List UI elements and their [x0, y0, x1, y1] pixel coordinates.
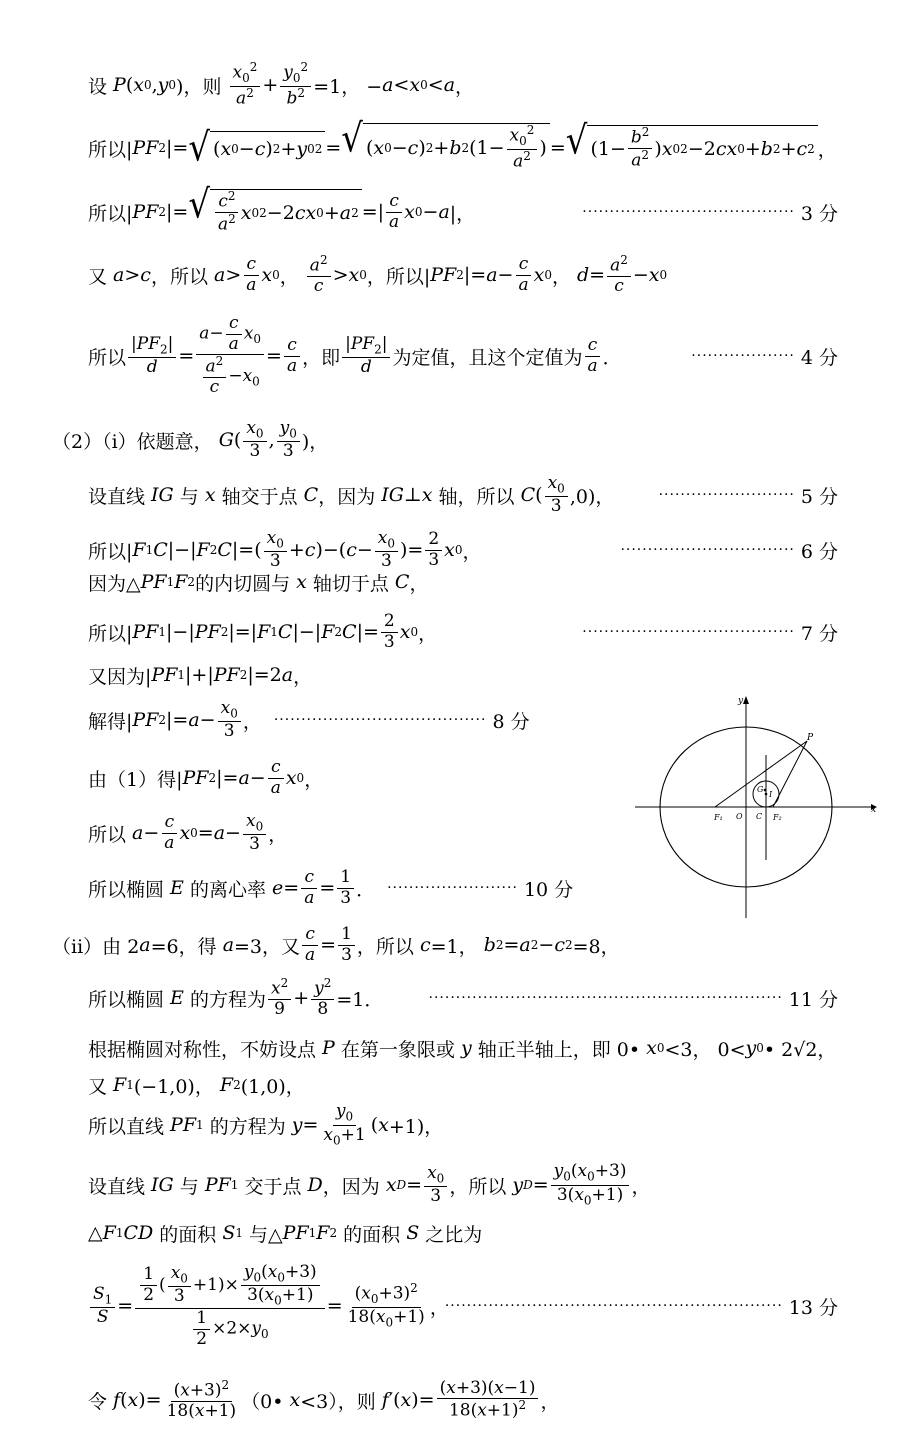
line-13: 由（1）得| PF 2 |= a − $\frac{c}{a}$ x 0 ，: [88, 756, 324, 798]
score-17: ································································· 11 分: [428, 988, 838, 1011]
label-C: C: [756, 812, 763, 821]
label-x: x: [871, 805, 877, 815]
line-21: 设直线 IG 与 PF 1 交于点 D ，因为 x D = $\frac{x_0}{3}$ ，所以 y D = $\frac{y_0(x_0+3)}{3(x_0+1)}$ ，: [88, 1161, 651, 1207]
label-P: P: [807, 733, 814, 743]
line-17: 所以椭圆 E 的方程为 $\frac{x^2}{9}$ + $\frac{y^2}{8}$ =1． ································································· 11 分: [0, 968, 900, 1028]
label-I: I: [769, 790, 773, 799]
line-3: 所以| PF 2 |= √ $\frac{c^2}{a^2}$ x 0 2 −2 cx 0 + a 2 =| $\frac{c}{a}$ x 0 − a |， ······································· 3 分: [0, 182, 900, 242]
line-5: 所以 $\frac{|PF_2|}{d}$ = a− $\frac{c}{a}$ $x_0$ $\frac{a^2}{c}$ $-x_0$ = $\frac{c}{a}$ ，即 $\frac{|PF_2|}{d}$ 为定值，且这个定值为 $\frac{c}{a}$ ． ··················· 4 分: [88, 313, 838, 398]
score-3: ······································· 3 分: [582, 202, 838, 225]
line-24: 令 f ( x )= $\frac{(x+3)^2}{18(x+1)}$ （0• x <3），则 f ′( x )= $\frac{(x+3)(x-1)}{18(x+1)^2}$ ，: [88, 1377, 560, 1421]
line-16: （ⅱ）由 2 a =6，得 a =3，又 $\frac{c}{a}$ = $\frac{1}{3}$ ，所以 c =1， b 2 = a 2 − c 2 =8，: [52, 923, 620, 965]
triangle-PF1F2: [715, 741, 807, 807]
line-23: $\frac{S_1}{S}$ = $\frac{1}{2}$ ( $\frac{x_0}{3}$ +1)× $\frac{y_0(x_0+3)}{3(x_0+1)}$ $\frac{1}{2}$ $\times 2\times y_0$ = $\frac{(x_0+3)^2}{18(x_0+1)}$ ， ······························································ 13 分: [0, 1250, 900, 1362]
line-4: 又 a > c ，所以 a > $\frac{c}{a}$ x 0 ， $\frac{a^2}{c}$ > x 0 ，所以| PF 2 |= a − $\frac{c}{a}$ x 0 ， d = $\frac{a^2}{c}$ − x 0: [88, 252, 668, 296]
line-12: 解得| PF 2 |= a − $\frac{x_0}{3}$ ， ······································· 8 分: [88, 697, 530, 741]
score-10: ······································· 7 分: [582, 622, 838, 645]
line-20: 所以直线 PF 1 的方程为 y = $\frac{y_0}{x_0+1}$ ( x +1)，: [88, 1101, 444, 1147]
line-9: 因为△ PF 1 F 2 的内切圆与 x 轴切于点 C ，: [88, 571, 429, 595]
line-10: 所以| PF 1 |−| PF 2 |=| F 1 C |−| F 2 C |= $\frac{2}{3}$ x 0 ， ······································· 7 分: [0, 602, 900, 662]
score-23: ······························································ 13 分: [444, 1296, 838, 1319]
line-22: △ F 1 CD 的面积 S 1 与△ PF 1 F 2 的面积 S 之比为: [88, 1222, 483, 1246]
line-15: 所以椭圆 E 的离心率 e = $\frac{c}{a}$ = $\frac{1}{3}$ ． ························ 10 分: [88, 866, 574, 908]
point-I: [765, 793, 768, 796]
ellipse-figure: [635, 690, 885, 920]
line-14: 所以 a − $\frac{c}{a}$ x 0 = a − $\frac{x_0}{3}$ ，: [88, 810, 288, 854]
label-F2: F₂: [773, 813, 782, 822]
line-11: 又因为| PF 1 |+| PF 2 |=2 a ，: [88, 664, 313, 688]
label-G: G: [757, 785, 764, 794]
line-2: 所以| PF 2 |= √ ( x 0 − c ) 2 + y 0 2 = √ ( x 0 − c ) 2 + b 2 (1− $\frac{x_0^2}{a^2}$ ) = √ (1− $\frac{b^2}{a^2}$ ) x 0 2 −2 cx 0 + b 2 + c 2 ，: [88, 116, 837, 172]
score-8: ································ 6 分: [620, 540, 838, 563]
label-F1: F₁: [714, 813, 723, 822]
score-7: ························· 5 分: [658, 485, 838, 508]
label-O: O: [736, 812, 743, 821]
line-8: 所以| F 1 C |−| F 2 C |=( $\frac{x_0}{3}$ + c )−( c − $\frac{x_0}{3}$ )= $\frac{2}{3}$ x 0 ， ································ 6 分: [0, 520, 900, 580]
score-5: ··················· 4 分: [691, 346, 838, 369]
line-1: 设 P ( x 0 , y 0 )，则 $\frac{x_0^2}{a^2}$ + $\frac{y_0^2}{b^2}$ =1， − a < x 0 < a ，: [88, 59, 475, 109]
line-6: （2）（ⅰ）依题意， G ( $\frac{x_0}{3}$ , $\frac{y_0}{3}$ )，: [52, 417, 329, 461]
line-19: 又 F 1 (−1,0)， F 2 (1,0)，: [88, 1074, 305, 1098]
line-7: 设直线 IG 与 x 轴交于点 C ，因为 IG ⊥ x 轴，所以 C ( $\frac{x_0}{3}$ ,0)， ························· 5 分: [0, 465, 900, 525]
label-y: y: [738, 696, 744, 706]
point-G: [764, 789, 767, 792]
line-18: 根据椭圆对称性，不妨设点 P 在第一象限或 y 轴正半轴上，即 0• x 0 <3， 0< y 0 • 2√2，: [88, 1037, 837, 1061]
